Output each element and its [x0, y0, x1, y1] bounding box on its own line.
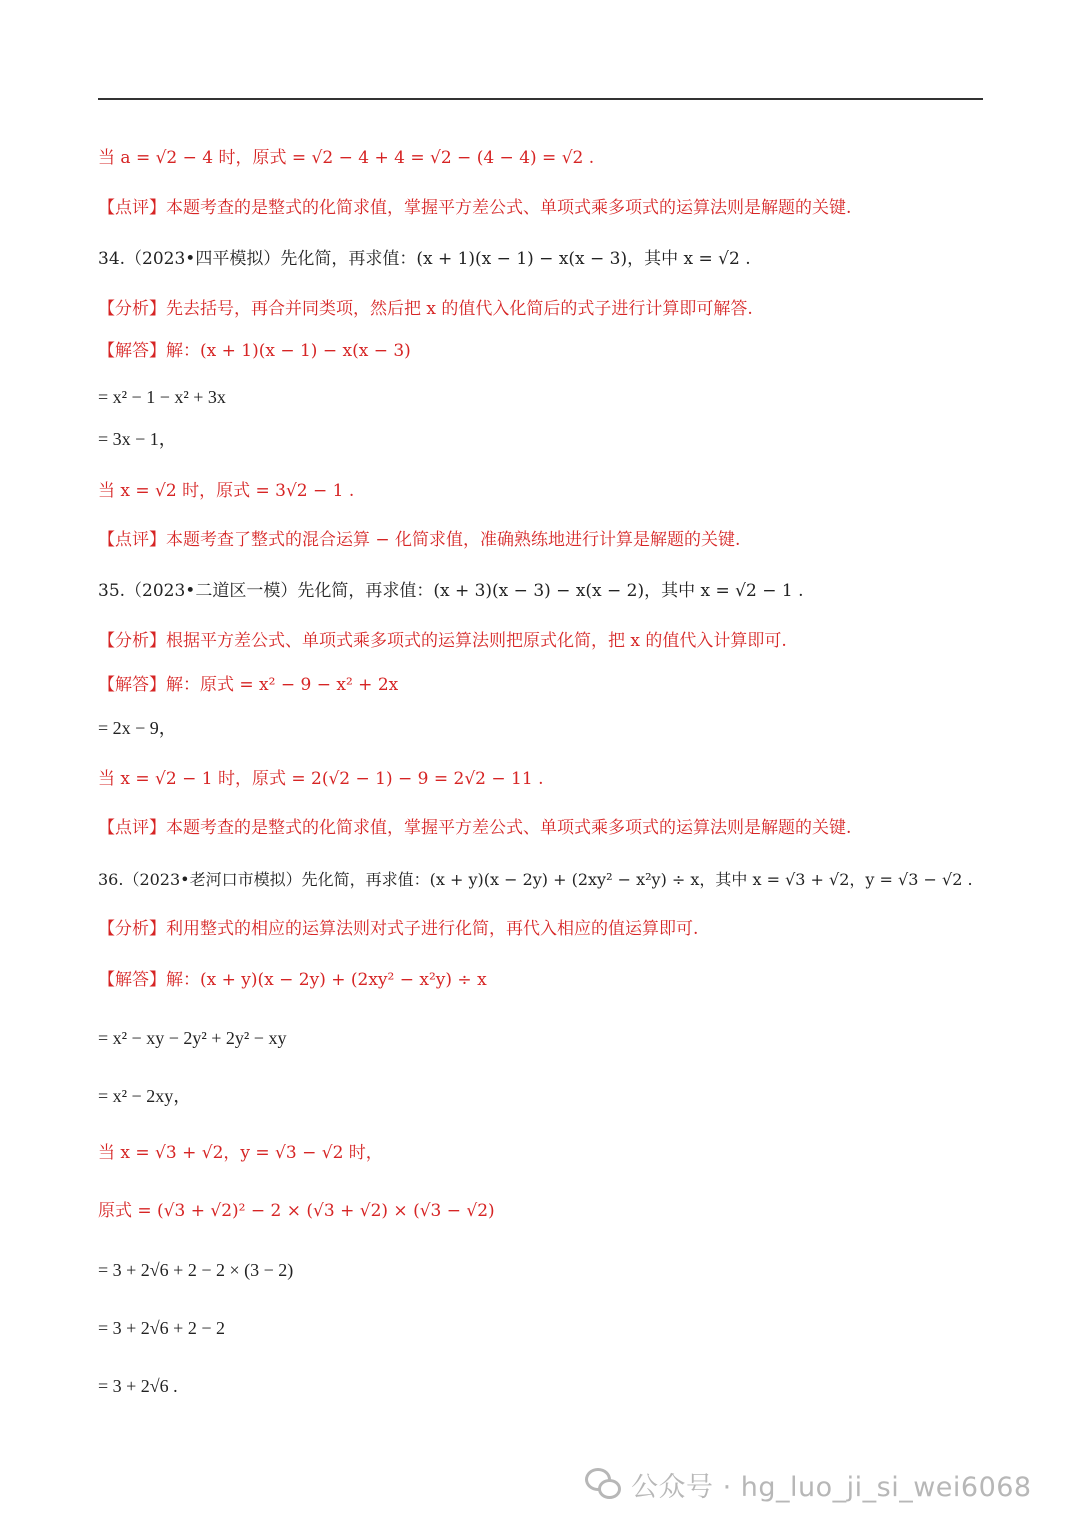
comment-line: 【点评】本题考查了整式的混合运算 − 化简求值，准确熟练地进行计算是解题的关键.: [98, 530, 741, 550]
wechat-icon: [585, 1468, 621, 1500]
step-line: = 3 + 2√6 .: [98, 1376, 178, 1396]
step-line: = x² − 2xy，: [98, 1086, 192, 1106]
analysis-line: 【分析】利用整式的相应的运算法则对式子进行化简，再代入相应的值运算即可.: [98, 919, 699, 939]
text-line: 当 x = √2 − 1 时，原式 = 2(√2 − 1) − 9 = 2√2 − 11 .: [98, 769, 544, 789]
step-line: = 3 + 2√6 + 2 − 2: [98, 1318, 225, 1338]
comment-line: 【点评】本题考查的是整式的化简求值，掌握平方差公式、单项式乘多项式的运算法则是解题的关键.: [98, 198, 852, 218]
analysis-line: 【分析】根据平方差公式、单项式乘多项式的运算法则把原式化简，把 x 的值代入计算即可.: [98, 631, 787, 651]
watermark-text: 公众号 · hg_luo_ji_si_wei6068: [631, 1471, 1032, 1503]
solution-line: 【解答】解：(x + y)(x − 2y) + (2xy² − x²y) ÷ x: [98, 970, 487, 990]
question-36: 36.（2023•老河口市模拟）先化简，再求值：(x + y)(x − 2y) + (2xy² − x²y) ÷ x，其中 x = √3 + √2，y = √3 − √2 .: [98, 870, 973, 889]
text-line: 当 a = √2 − 4 时，原式 = √2 − 4 + 4 = √2 − (4 − 4) = √2 .: [98, 148, 595, 168]
step-line: = x² − xy − 2y² + 2y² − xy: [98, 1028, 287, 1048]
comment-line: 【点评】本题考查的是整式的化简求值，掌握平方差公式、单项式乘多项式的运算法则是解题的关键.: [98, 818, 852, 838]
question-35: 35.（2023•二道区一模）先化简，再求值：(x + 3)(x − 3) − x(x − 2)，其中 x = √2 − 1 .: [98, 581, 804, 601]
step-line: = 3x − 1，: [98, 429, 177, 449]
text-line: 原式 = (√3 + √2)² − 2 × (√3 + √2) × (√3 − √2): [98, 1201, 495, 1221]
header-rule: [98, 98, 983, 100]
solution-line: 【解答】解：原式 = x² − 9 − x² + 2x: [98, 675, 399, 695]
step-line: = 3 + 2√6 + 2 − 2 × (3 − 2): [98, 1260, 294, 1280]
step-line: = x² − 1 − x² + 3x: [98, 387, 226, 407]
watermark: [585, 1462, 1032, 1506]
step-line: = 2x − 9，: [98, 718, 177, 738]
text-line: 当 x = √2 时，原式 = 3√2 − 1 .: [98, 481, 355, 501]
solution-line: 【解答】解：(x + 1)(x − 1) − x(x − 3): [98, 341, 411, 361]
question-34: 34.（2023•四平模拟）先化简，再求值：(x + 1)(x − 1) − x(x − 3)，其中 x = √2 .: [98, 249, 751, 269]
text-line: 当 x = √3 + √2，y = √3 − √2 时，: [98, 1143, 383, 1163]
analysis-line: 【分析】先去括号，再合并同类项，然后把 x 的值代入化简后的式子进行计算即可解答.: [98, 299, 753, 319]
